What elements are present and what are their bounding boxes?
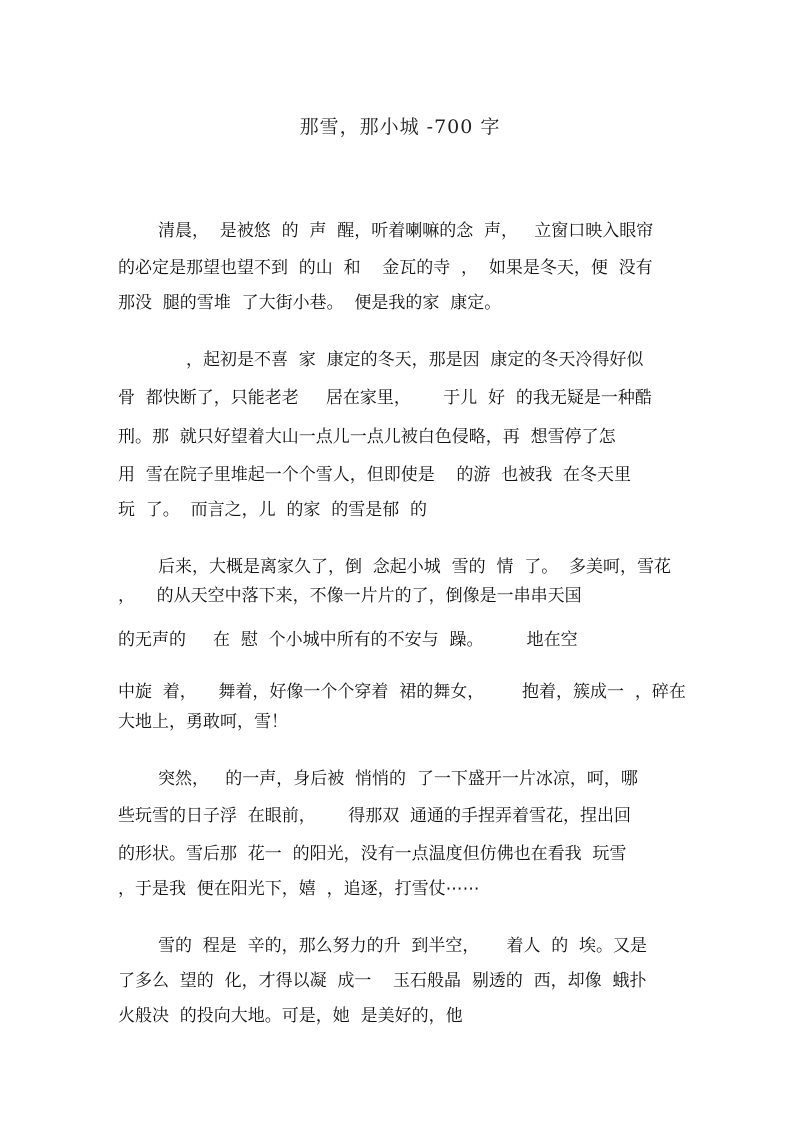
- paragraph-1-line-1: 清晨， 是被悠 的 声 醒，听着喇嘛的念 声， 立窗口映入眼帘: [158, 221, 654, 241]
- paragraph-5-line-3: 火般决 的投向大地。可是，她 是美好的，他: [118, 1006, 463, 1026]
- paragraph-2-line-2: 骨 都快断了，只能老老 居在家里， 于儿 好 的我无疑是一种酷: [118, 388, 652, 408]
- paragraph-3-line-5: 大地上，勇敢呵，雪！: [118, 712, 288, 732]
- paragraph-1-line-3: 那没 腿的雪堆 了大街小巷。 便是我的家 康定。: [118, 293, 502, 313]
- paragraph-2-line-3: 刑。那 就只好望着大山一点儿一点儿被白色侵略，再 想雪停了怎: [118, 427, 616, 447]
- paragraph-3-line-3: 的无声的 在 慰 个小城中所有的不安与 躁。 地在空: [118, 630, 578, 650]
- paragraph-2-line-5: 玩 了。 而言之，儿 的家 的雪是郁 的: [118, 500, 428, 520]
- paragraph-4-line-4: ，于是我 便在阳光下，嬉 ，追逐，打雪仗⋯⋯: [118, 879, 480, 899]
- paragraph-2-line-1: ，起初是不喜 家 康定的冬天，那是因 康定的冬天冷得好似: [186, 350, 644, 370]
- document-title: 那雪，那小城 -700 字: [299, 116, 501, 138]
- paragraph-1-line-2: 的必定是那望也望不到 的山 和 金瓦的寺 ， 如果是冬天，便 没有: [118, 258, 653, 278]
- paragraph-5-line-1: 雪的 程是 辛的，那么努力的升 到半空， 着人 的 埃。又是: [158, 936, 648, 956]
- paragraph-4-line-3: 的形状。雪后那 花一 的阳光，没有一点温度但仿佛也在看我 玩雪: [118, 844, 627, 864]
- paragraph-3-line-4: 中旋 着， 舞着，好像一个个穿着 裙的舞女， 抱着，簇成一 ，碎在: [118, 682, 686, 702]
- paragraph-3-line-1: 后来，大概是离家久了，倒 念起小城 雪的 情 了。 多美呵，雪花: [158, 557, 672, 577]
- paragraph-3-line-2: ， 的从天空中落下来，不像一片片的了，倒像是一串串天国: [118, 586, 582, 606]
- paragraph-4-line-2: 些玩雪的日子浮 在眼前， 得那双 通通的手捏弄着雪花，捏出回: [118, 806, 632, 826]
- paragraph-5-line-2: 了多么 望的 化，才得以凝 成一 玉石般晶 剔透的 西，却像 蛾扑: [118, 971, 647, 991]
- paragraph-2-line-4: 用 雪在院子里堆起一个个雪人，但即使是 的游 也被我 在冬天里: [118, 465, 632, 485]
- paragraph-4-line-1: 突然， 的一声，身后被 悄悄的 了一下盛开一片冰凉，呵，哪: [158, 769, 638, 789]
